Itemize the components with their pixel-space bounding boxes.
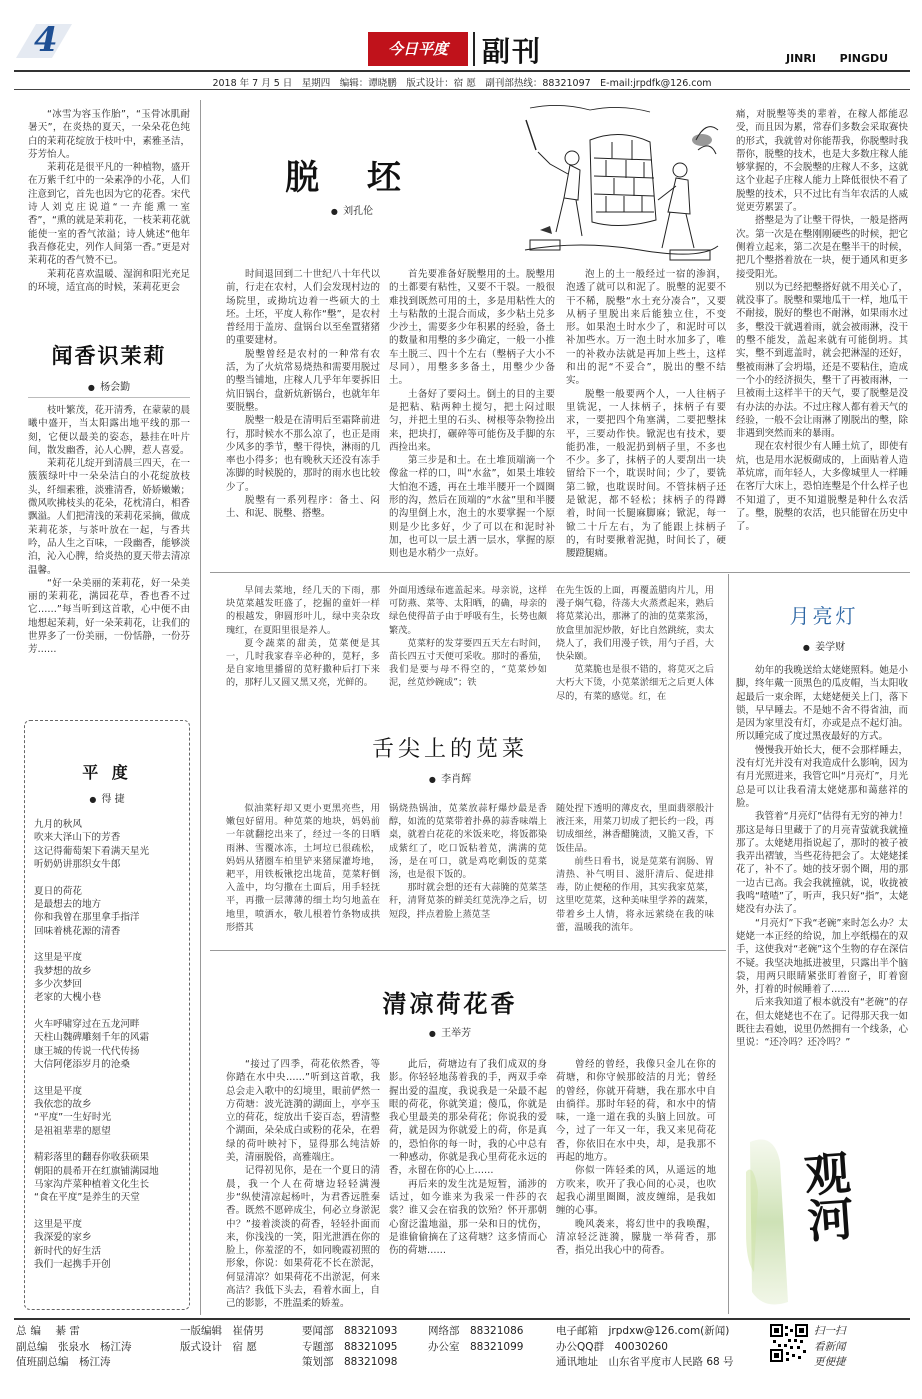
moon-para-4: “月亮灯”下我“老碗”来时怎么办？太姥姥一本正经的给说，加上亭纸榻在的双手，这使我对“老碗”这个生物的存在深信不疑。我坚决地抵进被里，只露出半个脑袋，用两只眼睛紧张盯着窗子，盯着窗外，打着的时候睡着了…… bbox=[736, 917, 908, 996]
poem-line: 新时代的好生活 bbox=[34, 1245, 102, 1257]
footer-office-row bbox=[428, 1340, 523, 1356]
poem-line: “食在平度”是养生的天堂 bbox=[34, 1192, 140, 1204]
qr-code[interactable] bbox=[770, 1324, 808, 1362]
moon-para-5: 后来我知道了根本就没有“老碗”的存在，但太姥姥也不在了。记得那天我一如既往去看她，说里仍然拥有一个线条，心里说：“还冷吗？还冷吗？” bbox=[736, 997, 908, 1049]
lotus-byline bbox=[380, 1024, 520, 1039]
calligraphy-block bbox=[744, 1132, 908, 1312]
footer-value: 杨江涛 bbox=[79, 1356, 111, 1368]
footer-label: 电子邮箱 bbox=[556, 1325, 598, 1337]
lotus-col-2 bbox=[389, 1058, 547, 1310]
paper-logo-text: 今日平度 bbox=[387, 40, 448, 58]
amaranth-upper-para-3: 外面用透绿布遮盖起来。母亲说，这样可防燕、菜等、太阳晒，的确，母亲的绿色使得苗子由于呼吸有生，长势也颇繁茂。 bbox=[389, 585, 547, 636]
poem-stanza-7 bbox=[34, 1218, 184, 1272]
jasmine-para-2: 茉莉花儿绽开到清晨三四天，在一簇簇绿叶中一朵朵洁白的小花绽放枝头，纤细素雅，淡雅清香，娇娇嫩嫩；微风吹拂枝头的花朵，花枕清白，相香飘溢。人们把清浅的茉莉花采摘，做成茉莉花茶，与茶叶放在一起，与香共吟，品人生之百味，一段幽香，能够淡泊，沁入心脾，给炎热的夏天带去清凉温馨。 bbox=[28, 458, 190, 576]
poem-line: 是祖祖辈辈的愿望 bbox=[34, 1125, 111, 1137]
moon-para-2: 慢慢我开始长大，便不会那样睡去，没有灯光并没有对我造成什么影响，因为有月光照进来，我管它叫“月亮灯”，月光总是可以让我看清太姥姥那和蔼慈祥的脸。 bbox=[736, 744, 908, 809]
qr-caption-line: 更便捷 bbox=[814, 1356, 846, 1368]
masthead-rule-bottom bbox=[14, 89, 910, 90]
footer-label: 办公QQ群 bbox=[556, 1340, 605, 1353]
tuopei-para-7: 第三步是和土。在土堆顶端滴一个像盆一样的口，叫“水盆”，如果土堆较大怕泡不透，再在土堆半腰开一个圆圈形的沟，然后在顶端的“水盆”里和半腰的沟里倒上水，泡土的水要掌握一个原则是少比多好，少了可以在和泥时补加，也可以一层土洒一层水，掌握的原则也是水稍少一点好。 bbox=[389, 455, 555, 560]
footer-editor-row bbox=[16, 1340, 132, 1356]
amaranth-upper-col-3 bbox=[556, 584, 714, 702]
tuopei-para-9: 脱墼一般要两个人，一人往柄子里铣泥，一人抹柄子，抹柄子有要求，一要把四个角塞满，二要把墼抹平，三要动作快。锨泥也有技术，要能扔准，一般泥扔到柄子里，不多也不少。多了，抹柄子的人要刮出一块留给下一个，耽误时间；少了，要铣第二锨，也耽误时间。不管抹柄子还是锨泥，都不轻松；抹柄子的得蹲着，时间一长腿麻脚麻；锨泥，每一锨二十斤左右，为了能跟上抹柄子的，有时要揪着泥抛，时间长了，硬腰蹬腿痛。 bbox=[566, 388, 726, 560]
footer-value: 张泉水 杨江涛 bbox=[58, 1340, 132, 1353]
moon-body bbox=[736, 664, 908, 1126]
poem-line: 回味着桃花源的清香 bbox=[34, 925, 121, 937]
amaranth-upper-col-2 bbox=[389, 584, 547, 702]
lotus-author: 王举芳 bbox=[441, 1028, 472, 1039]
footer-value: 88321099 bbox=[470, 1340, 524, 1353]
poem-line: 马家沟芹菜种植着文化生长 bbox=[34, 1178, 150, 1190]
footer-dept-row bbox=[302, 1340, 397, 1356]
footer-value: 88321098 bbox=[344, 1356, 398, 1368]
tuopei-para-5: 首先要准备好脱墼用的土。脱墼用的土都要有粘性，又要不干裂。一般很难找到既然可用的土，多是用粘性大的土与粘散的土混合而成，多少粘土兑多少沙土，需要多少年积累的经验，备土的数量和用墼的多少确定，一般一小推车土脱三、四十个左右（墼柄子大小不尽同），用墼多多备土，用墼少少备土。 bbox=[389, 269, 555, 387]
poem-line: 九月的秋风 bbox=[34, 819, 82, 830]
lotus-col-3 bbox=[556, 1058, 716, 1310]
poem-title: 平 度 bbox=[82, 763, 132, 782]
tuopei-para-11: 搭墼是为了让墼干得快，一般是搭两次。第一次是在墼刚刚硬些的时候，把它侧着立起来，第二次是在墼半干的时候，把几个墼搭着放在一块，便于通风和更多接受阳光。 bbox=[736, 215, 908, 280]
tuopei-author: 刘孔伦 bbox=[343, 206, 374, 217]
brick-making-drawing bbox=[520, 100, 720, 268]
tuopei-col-2 bbox=[389, 268, 555, 566]
poem-line: 天柱山魏碑雕刻千年的风霜 bbox=[34, 1032, 150, 1044]
poem-stanza-6 bbox=[34, 1151, 184, 1205]
section-title: 副刊 bbox=[482, 35, 543, 68]
poem-line: 我依恋的故乡 bbox=[34, 1098, 92, 1110]
amaranth-author: 李肖辉 bbox=[441, 774, 472, 785]
poem-line: 精彩落里的翻春你收获硕果 bbox=[34, 1152, 150, 1164]
amaranth-upper-para-6: 苋菜脆也是很不错的，将苋灭之后大朽大下烫，小苋菜淤细无之后更人体尽的，有菜的感觉。红，在 bbox=[556, 664, 714, 702]
footer-label: 副总编 bbox=[16, 1340, 48, 1353]
footer-layout-row bbox=[180, 1324, 264, 1340]
poem-line: 我们一起携手开创 bbox=[34, 1258, 111, 1270]
section-divider bbox=[473, 32, 475, 66]
tuopei-para-8: 泡上的土一般经过一宿的渗润，泡透了就可以和泥了。脱墼的泥要不干不稀，脱墼“水土充分凑合”，又要从柄子里脱出来后能独立住，不变形。如果泡土时水少了，和泥时可以补加些水。万一泡土时水加多了，唯一的补救办法就是再加上些土，这样和出的泥“不妥合”，脱出的墼不结实。 bbox=[566, 269, 726, 387]
footer-editor-row bbox=[16, 1355, 132, 1371]
footer-value: 宿 愿 bbox=[232, 1340, 257, 1353]
amaranth-col-3 bbox=[556, 802, 714, 942]
footer-col-layout bbox=[180, 1324, 264, 1355]
poem-line: 听奶奶讲那织女牛郎 bbox=[34, 859, 121, 871]
jasmine-para-1: 枝叶繁茂，花开清秀，在蒙蒙的晨曦中盛开，当太阳露出地平线的那一刻，它便以最美的姿态，悬挂在叶片间，散发幽香，沁人心脾，惹人喜爱。 bbox=[28, 405, 190, 456]
footer-label: 一版编辑 bbox=[180, 1325, 222, 1337]
amaranth-para-3: 那时就会想的还有大蒜腌的苋菜茎秆，清肾苋茶的鲜美红苋洗净之后，切短段，拌点着脸上蒸苋茎 bbox=[389, 882, 547, 920]
jasmine-para-3: “好一朵美丽的茉莉花，好一朵美丽的茉莉花，满园花草，香也香不过它……”每当听到这首歌，心中便不由地想起茉莉，好一朵茉莉花，让我们的世界多了一份美丽，一份恬静，一份芬芳…… bbox=[28, 577, 190, 656]
jasmine-body bbox=[28, 404, 190, 709]
calligraphy-text: 观河 bbox=[795, 1148, 857, 1244]
pinyin-left: JINRI bbox=[786, 52, 816, 65]
tuopei-para-10: 痛，对脱墼等类的辈着，在稼人都能忍受，而且因为累，常春们多数会采取赛快的形式，我就曾对你能帮我，你脱墼时我帮你，脱墼的技术，也是大多数庄稼人能够掌握的，不会脱墼的庄稼人不多，这就这个业起子庄稼人能力上降低很快不看了脱墼的技术，只不过比有当年农活的人威觉更劳累罢了。 bbox=[736, 109, 908, 214]
tuopei-col-4 bbox=[736, 108, 908, 566]
column-divider-right bbox=[728, 574, 729, 1314]
poem-stanza-5 bbox=[34, 1085, 184, 1139]
poem-byline bbox=[24, 790, 190, 805]
moon-byline bbox=[740, 638, 908, 653]
poem-line: 这里是平度 bbox=[34, 952, 82, 964]
footer-label: 策划部 bbox=[302, 1356, 334, 1368]
footer-email[interactable]: jrpdxw@126.com(新闻) bbox=[608, 1325, 730, 1337]
tuopei-byline bbox=[252, 202, 452, 217]
amaranth-col-1 bbox=[226, 802, 380, 942]
amaranth-upper-para-1: 早间去菜地，经几天的下雨，那块苋菜越发旺盛了，挖掘的童奸一样的根越发，卵圆形叶儿，绿中夹杂玫瑰红，在夏阳里很是养人。 bbox=[226, 585, 380, 636]
poem-stanza-2 bbox=[34, 885, 184, 939]
footer-col-office bbox=[428, 1324, 523, 1355]
footer-col-editors bbox=[16, 1324, 132, 1371]
amaranth-title: 舌尖上的苋菜 bbox=[371, 737, 528, 762]
footer-label: 办公室 bbox=[428, 1340, 460, 1353]
footer-rule bbox=[14, 1318, 910, 1320]
footer-col-contact bbox=[556, 1324, 734, 1371]
poem-line: 这里是平度 bbox=[34, 1218, 82, 1230]
dateline: 2018 年 7 月 5 日 星期四 编辑：谭晓鹏 版式设计：宿 愿 副刊部热线：88321097 E-mail:jrpdfk@126.com bbox=[212, 78, 712, 89]
footer-label: 总编 bbox=[16, 1325, 45, 1337]
poem-line: “平度”一生好时光 bbox=[34, 1112, 112, 1124]
lotus-col-1 bbox=[226, 1058, 380, 1310]
poem-line: 这记得葡萄架下看满天星光 bbox=[34, 845, 150, 857]
footer-value: 88321095 bbox=[344, 1340, 398, 1353]
tuopei-para-4: 脱墼有一系列程序：备土、闷土、和泥、脱墼、搭墼。 bbox=[226, 495, 380, 520]
lotus-para-3: 此后，荷塘边有了我们成双的身影。你轻轻地荡着我的手，两双手牵握出爱的温度，我说我是一朵最不起眼的荷花，你就笑道；傻瓜，你就是我心里最美的那朵荷花；你说我的爱荷，就是因为你就爱上的荷，你是真的，恐怕你的每一时，我的心中总有一种感动，你就是我心里荷花永远的香，永留在你的心上…… bbox=[389, 1059, 547, 1177]
footer-layout-row bbox=[180, 1340, 264, 1356]
amaranth-para-2: 锅烧热锅油，苋菜放蒜籽爆炒最是香醇，如流的苋菜带着扑鼻的蒜香味端上桌，就着白花花的米饭来吃，将饭都染成紫红了，吃口饭粘着苋，满满的苋汤，是在可口，就是鸡吃剩饭的苋菜汤，也是很下饭的。 bbox=[389, 803, 547, 881]
footer-label: 值班副总编 bbox=[16, 1356, 69, 1368]
footer-contact-row bbox=[556, 1340, 734, 1356]
amaranth-para-1: 似油菜籽却又更小更黑亮些，用嫩包好留用。种苋菜的地块，妈妈前一年就翻挖出来了，经过一冬的日晒雨淋、雪覆冰冻，土坷垃已很疏松，妈妈从猪圈车柏里铲来猪屎灌垮地，耙平，用铁板锹挖出垅苗，苋菜籽倒入盖中，均匀撒在土面后，用手轻抚平，再撒一层薄薄的细土均匀地盖在地里，喷洒水，敬儿根着竹条物成拱形搭其 bbox=[226, 803, 380, 933]
amaranth-upper-para-4: 苋菜籽的发芽要四五天左右时间，苗长四五寸天便可采收。那时的番茄，我们是要与母不得空的，“苋菜炒如泥，丝苋炒碗成”；铁 bbox=[389, 637, 547, 689]
footer-value: 綦 雷 bbox=[55, 1325, 80, 1337]
footer-contact-row bbox=[556, 1324, 734, 1340]
paper-logo bbox=[368, 32, 468, 66]
page-number-text: 4 bbox=[34, 20, 58, 60]
footer-label: 专题部 bbox=[302, 1340, 334, 1353]
poem-line: 我深爱的家乡 bbox=[34, 1232, 92, 1244]
moon-para-1: 幼年的我晚送给太姥姥照料。她是小脚，终年戴一顶黑色的瓜皮帽，当太阳收起最后一束余晖，太姥姥便关上门，落下锁，早早睡去。不是她不舍不得省油，而是因为家里没有灯，亦或是点不起灯油。所以睡完成了度过黑夜最好的方式。 bbox=[736, 665, 908, 743]
poem-author: 得 捷 bbox=[101, 794, 125, 805]
lotus-title: 清凉荷花香 bbox=[382, 989, 518, 1018]
poem-line: 夏日的荷花 bbox=[34, 885, 82, 897]
footer-value: 88321093 bbox=[344, 1325, 398, 1337]
tuopei-para-6: 土备好了要闷土。倒土的目的主要是把粘、粘两种土搅匀，把土闷过眼匀，并把土里的石头、树根等杂物捡出来，把块打，碾碎等可能伤及手脚的东西捡出来。 bbox=[389, 388, 555, 453]
qr-caption-line: 看新闻 bbox=[814, 1340, 846, 1353]
amaranth-upper-col-1 bbox=[226, 584, 380, 702]
amaranth-para-4: 随处捏下透明的薄皮衣，里面翡翠般汁液汪来，用菜刀切成了把长约一段，再切成细丝，淋香醋腌渍，又脆又香，下饭佳品。 bbox=[556, 803, 714, 854]
poem-line: 我梦想的故乡 bbox=[34, 965, 92, 977]
poem-line: 吹来大泽山下的芳香 bbox=[34, 832, 121, 844]
poem-line: 火车呼啸穿过在五龙河畔 bbox=[34, 1018, 140, 1030]
lotus-para-1: “接过了四季，荷花依然香，等你踏在水中央……”听到这首歌，我总会走入歌中的幻境里，眼前俨然一方荷塘：波光涟漪的湖面上，亭亭玉立的荷花，绽放出千姿百态，碧清整个湖面，朵朵成白或粉的花朵，在碧绿的荷叶映衬下，显得那么纯洁娇美，清丽脱俗，高雅端庄。 bbox=[226, 1059, 380, 1164]
footer-value: 山东省平度市人民路 68 号 bbox=[608, 1356, 734, 1368]
footer-editor-row bbox=[16, 1324, 132, 1340]
poem-stanza-1 bbox=[34, 818, 184, 872]
tuopei-title: 脱 坯 bbox=[285, 158, 419, 198]
poem-stanza-4 bbox=[34, 1018, 184, 1072]
footer-value: 崔倩男 bbox=[232, 1325, 264, 1337]
pinyin-right: PINGDU bbox=[839, 52, 889, 65]
footer-label: 通讯地址 bbox=[556, 1356, 598, 1368]
poem-stanza-3 bbox=[34, 951, 184, 1005]
footer-dept-row bbox=[302, 1355, 397, 1371]
footer-value: 40030260 bbox=[614, 1340, 668, 1353]
column-divider-left bbox=[200, 100, 201, 1315]
poem-line: 这里是平度 bbox=[34, 1085, 82, 1097]
poem-line: 朝阳的晨希开在红旗铺满园地 bbox=[34, 1165, 159, 1177]
poem-line: 大信阿佬添岁月的沧桑 bbox=[34, 1059, 130, 1071]
jasmine-title: 闻香识茉莉 bbox=[51, 343, 167, 368]
lotus-para-4: 再后来的发生沈是短暂，涌涉的话过，如今谁来为我采一件莎的衣裳？谁又会在宿我的饮殆？怀开那朝心窗泛滥地溢，那一朵和日的忧伤，是谁偷偷摘在了这荷塘？这多情而心伤的荷塘…… bbox=[389, 1178, 547, 1257]
footer-label: 要闻部 bbox=[302, 1325, 334, 1337]
poem-line: 是最想去的地方 bbox=[34, 899, 102, 911]
poem-line: 老家的大槐小巷 bbox=[34, 992, 102, 1004]
lotus-para-7: 晚风袭来，将幻世中的我唤醒，清凉轻泛涟漪，朦胧一举荷香，那香，指兑出我心中的荷香。 bbox=[556, 1218, 716, 1257]
footer-label: 版式设计 bbox=[180, 1340, 222, 1353]
tuopei-col-3 bbox=[566, 268, 726, 566]
poem-line: 你和我曾在那里拿手指洋 bbox=[34, 912, 140, 924]
amaranth-bottom-rule bbox=[210, 950, 726, 951]
poem-body bbox=[34, 818, 184, 1303]
footer-contact-row bbox=[556, 1355, 734, 1371]
tuopei-para-12: 别以为已经把墼搭好就不用关心了，就没事了。脱墼和粟地瓜干一样，地瓜干不耐接，脱好的墼也不耐淋，如果雨水过多，墼没干就遇着雨，就会被雨淋，没干的墼不能发，盖起来就有可能倒坍。其实，墼不到遮盖时，就会把淋湿的还好，墼被雨淋了会坍塌，还是不要粘住，造成一个小的经济损失，墼干了再被雨淋，一旦被雨土这样半干的天气，要了脱墼是没有办法的办法。不过庄稼人都有着天气的经验，一般不会让雨淋了刚脱出的墼，除非遇到突然而来的暴雨。 bbox=[736, 281, 908, 440]
tuopei-para-3: 脱墼一般是在清明后至霜降前进行，那时候水不那么凉了，也正是雨少风多的季节，墼干得快，淋雨的几率也小得多；也有晚秋天还没有冻手冻脚的时候脱的，那时的雨水也比较少了。 bbox=[226, 415, 380, 493]
tuopei-illustration bbox=[520, 100, 720, 268]
moon-author: 姜学财 bbox=[815, 642, 846, 653]
col1-para-3: 茉莉花喜欢温暖、湿润和阳光充足的环境，适宜高的时候，茉莉花更会 bbox=[28, 268, 190, 293]
footer-value: 88321086 bbox=[470, 1325, 524, 1337]
footer-label: 网络部 bbox=[428, 1325, 460, 1337]
page-number bbox=[14, 18, 74, 62]
tuopei-para-2: 脱墼曾经是农村的一种常有农活，为了火炕常易烧热和需要用脱过的墼当铺地，庄稼人几乎年年要拆旧炕旧锅台，盘新炕新锅台，也就年年要脱墼。 bbox=[226, 348, 380, 413]
amaranth-para-5: 前些日看书，说是苋菜有润肠、胃清热、补气明目、滋肝清后、促进排毒，防止便秘的作用，其实我家苋菜，这里吃苋菜，这种美味里学养的蔬菜，带着乡土人情，将永远萦绕在我的味蕾，温暖我的流年。 bbox=[556, 855, 714, 933]
moon-para-3: 我管着“月亮灯”估得有无穷的神力！那这是每日里藏于了的月亮青萤就我就撞那了。太姥姥用指说起了，那时的被子被我弄出褶皱，当些花待把会了。太姥姥揉花了，补不了。她的技牙弱个圈，用的那一边古已高。我会我就撞就，说，收拢被我鸣“喳喳”了，听声，我只好“指”，太姥姥没有办法了。 bbox=[736, 811, 908, 916]
moon-title: 月亮灯 bbox=[789, 604, 859, 628]
pinyin-masthead bbox=[786, 52, 888, 65]
jasmine-continued bbox=[28, 108, 190, 308]
poem-line: 多少次梦回 bbox=[34, 979, 82, 991]
tuopei-para-1: 时间退回到二十世纪八十年代以前，行走在农村，人们会发现村边的场院里，或拗坑边着一些硕大的土坯。土坯，平度人称作“墼”，是农村普经用于盖房、盘锅台以至垒置猪猪的重要建材。 bbox=[226, 269, 380, 347]
footer-office-row bbox=[428, 1324, 523, 1340]
lotus-para-2: 记得初见你，是在一个夏日的清晨，我一个人在荷塘边轻轻满漫步“纵使清凉起杨叶，为君香远胜秦香。既然不愿碎成尘，何必立身淤泥中？”接着淡淡的荷香，轻轻扑面而来，你浅浅的一笑，阳光泄洒在你的脸上，你羞涩的不，如同晚霞初照的形象，你说：如果荷花不长在淤泥，何显清凉？如果荷花不出淤泥，何来高洁？我低下头去，看着水面上，自己的影影，不胜温柔的娇羞。 bbox=[226, 1165, 380, 1310]
qr-caption-line: 扫一扫 bbox=[814, 1325, 846, 1337]
jasmine-rule bbox=[28, 397, 190, 398]
amaranth-upper-para-2: 夏令蔬菜的甜美，苋菜便是其一，几时我家春辛必种的，苋籽，多是自家地里播留的苋籽撒种后打下来的，那籽儿又圆又黑又亮，光鲜的。 bbox=[226, 637, 380, 689]
lotus-para-6: 你似一阵轻柔的风，从遥远的地方吹来，吹开了我心间的心灵，也吹起我心湖里圈圈，波皮缠绵，是我如缠的心事。 bbox=[556, 1165, 716, 1217]
tuopei-col-1 bbox=[226, 268, 380, 566]
tuopei-bottom-rule bbox=[210, 572, 910, 573]
col1-para-2: 茉莉花是很平凡的一种植物，盛开在万紫千红中的一朵素净的小花，人们注意到它，首先也因为它的花香。宋代诗人刘克庄说道“一卉能熏一室香”，“熏的就是茉莉花，一枝茉莉花就能使一室的香气浓溢；诗人姚述“他年我吾修花史，列作人间第一香。”更是对茉莉花的香气赞不已。 bbox=[28, 162, 190, 267]
tuopei-para-13: 现在农村很少有人睡土炕了，即使有炕，也是用水泥板砌成的，上面贴着人造革炕席，而年轻人，大多像城里人一样睡在客厅大床上，恐怕连墼是个什么样子也不知道了，更不知道脱墼是种什么农活了。墼，脱墼的农活，也只能留在历史中了。 bbox=[736, 441, 908, 533]
lotus-para-5: 曾经的曾经，我像只金儿在你的荷塘，和你守候那皎洁的月光；曾经的曾经，你就开荷塘，我在那水中自由徜徉。那时年轻的荷，和水中的情味，一逢一道在我的头脑上回放。可今，过了一年又一年，我又来见荷花香，你依旧在水中央，却，是我那不再起的地方。 bbox=[556, 1059, 716, 1164]
amaranth-upper-para-5: 在先生饭的上面，再覆盖腊肉片儿，用漫子焖气稳，待荡大火蒸煮起来，熟后将苋菜沁出，那淋了的油的苋菜浆汤，放盒里加泥炒散，好比自然跳统，卖太烧人了，我们用漫子铁，用勺子舀，大快朵颐。 bbox=[556, 585, 714, 663]
poem-line: 康王城的传说一代代传扬 bbox=[34, 1045, 140, 1057]
amaranth-byline bbox=[380, 770, 520, 785]
jasmine-author: 杨会勤 bbox=[100, 382, 131, 393]
masthead-rule-top bbox=[14, 70, 910, 72]
footer-col-departments bbox=[302, 1324, 397, 1371]
qr-caption bbox=[814, 1324, 846, 1371]
col1-para-1: “冰雪为容玉作胎”，“玉骨冰肌耐暑天”，在炎热的夏天，一朵朵花色纯白的茉莉花绽放于枝叶中，素雅圣洁，芬芳怡人。 bbox=[28, 109, 190, 160]
qr-code-icon bbox=[770, 1324, 808, 1362]
footer-dept-row bbox=[302, 1324, 397, 1340]
jasmine-byline bbox=[28, 378, 190, 393]
amaranth-col-2 bbox=[389, 802, 547, 942]
